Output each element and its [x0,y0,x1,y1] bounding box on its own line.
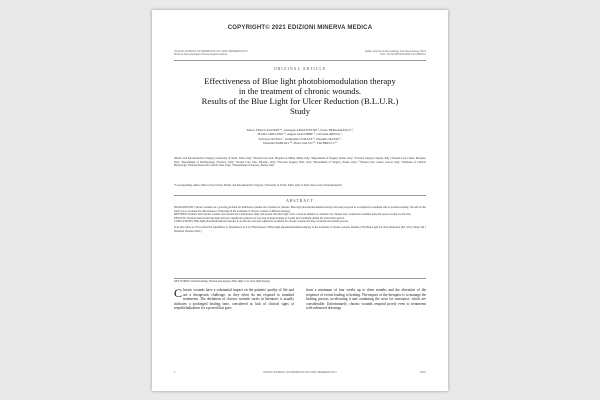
keywords: KEY WORDS: Wound healing; Wounds and injuries; Blue light; Low-level light therapy. [174,280,271,283]
abstract-conclusions: CONCLUSIONS: Blue light photobiomodulation therapy is an effective and safe adjunctive treatment for chronic wounds and may accelerate the healing process. [174,220,349,224]
journal-issue: Italian Journal of Dermatology and Venereology 2021 [364,50,426,53]
footer-journal: ITALIAN JOURNAL OF DERMATOLOGY AND VENEREOLOGY [263,371,337,374]
journal-info-left [174,50,294,57]
header-divider [174,60,426,61]
copyright-notice: COPYRIGHT© 2021 EDIZIONI MINERVA MEDICA [227,25,373,31]
title-line: in the treatment of chronic wounds. [238,86,362,96]
author-line: Marina GRILLONE ⁴, Angela GIACOBBE ⁵, Giovanni ARENA ⁶, [257,132,343,137]
title-line: Results of the Blue Light for Ulcer Reduction (B.L.U.R.) Study [201,96,399,116]
journal-name: ITALIAN JOURNAL OF DERMATOLOGY AND VENEREOLOGY [174,50,248,53]
author-list [198,128,402,146]
author-line: Salvatore RUSSO ⁷, Annunziata NATALE ⁸, Massimo MASIN ⁹, [258,136,342,141]
abstract-background: BACKGROUND: Chronic wounds are a growing problem for healthcare systems and a burden for patients. Blue light photobiomodulation therapy has been proposed as an adjunctive treatment able to promote healing. The aim of this study was to evaluate the effectiveness of blue light in the treatment of chronic wounds of different etiology. [174,206,426,213]
abstract-methods: METHODS: Patients with chronic wounds were enrolled in a multicenter study and treated with blue light twice a week in addition to standard care. Wound area, wound bed condition and pain were recorded at each visit. [174,213,412,217]
section-label: ORIGINAL ARTICLE [273,66,327,71]
abstract-body [174,206,426,233]
citation: (Cite this article as: Fraccalvieri M, Amalfitano G, Bergamasco P, et al. Effectiveness of Blue light photobiomodulation therapy in the treatment of chronic wounds. Results of the Blue Light for Ulcer Reduction (B.L.U.R.) Study. Ital J Dermatol Venereol 2021.) [174,225,426,233]
body-column-left [174,288,294,311]
body-text-left: hronic wounds have a substantial impact on the patients' quality of life and are a therapeutic challenge, as they often do not respond to standard treatments. The definition of chronic wounds varies in literature; it usually indicates a prolonged healing time, considered as lack of clinical signs of reepithelialization for a period that goes [174,288,294,310]
abstract-heading: ABSTRACT [286,199,314,203]
footer-year: 2021 [420,371,426,374]
correspondence: *Corresponding author: Marco Fraccalvieri, Plastic and Reconstructive Surgery, University of Turin, Turin, Italy. E-mail: marco.fraccalvieri@email.it [174,184,342,187]
affiliations: ¹Plastic and Reconstructive Surgery, University of Turin, Turin, Italy; ²Wound Care Unit, Hospital of Milan, Milan, Italy; ³Department of Surgery, Rome, Italy; ⁴Vascular Surgery, Naples, Italy; ⁵Wound Care Center, Bologna, Italy; ⁶Department of Dermatology, Florence, Italy; ⁷Wound Care Unit, Palermo, Italy; ⁸Vascular Surgery, Bari, Italy; ⁹Department of Surgery, Padua, Italy; ¹⁰Wound Care Center, Genoa, Italy; ¹¹Institute of Clinical Physiology, National Research Council, Pisa, Italy; ¹²Department of Surgery, Parma, Italy [174,157,426,168]
drop-cap: C [174,286,183,300]
paper-page [152,10,448,391]
journal-subname: Minerva Dermatologica Venereologica Italiana [174,53,227,57]
page-number: 1 [174,371,176,374]
abstract-results: RESULTS: Wounds treated with blue light showed a significant reduction of area and an improvement of wound bed conditions during the observation period. [174,216,345,220]
author-line: Valentina BARTOLI ¹⁰, Pietro SALVO ¹¹, Elia BRUCCI ¹² [262,141,338,146]
title-line: Effectiveness of Blue light photobiomodulation therapy [204,76,396,86]
journal-doi: DOI: 10.23736/S2784-8671.21.00000-0 [380,53,426,57]
author-line: Marco FRACCALVIERI ¹*, Giuseppe AMALFITANO ², Paolo BERGAMASCO ³, [246,128,354,132]
article-title [192,76,408,116]
body-column-right: from a minimum of four weeks up to three months and the alteration of the sequence of events leading to healing. The impact of the therapies is to manage the healing process accelerating it and containing the costs for assistance, which are considerable. Unfortunately, chronic wounds respond poorly even to treatments with advanced dressings [306,288,426,310]
abstract-section [174,195,426,279]
journal-info-right [306,50,426,57]
